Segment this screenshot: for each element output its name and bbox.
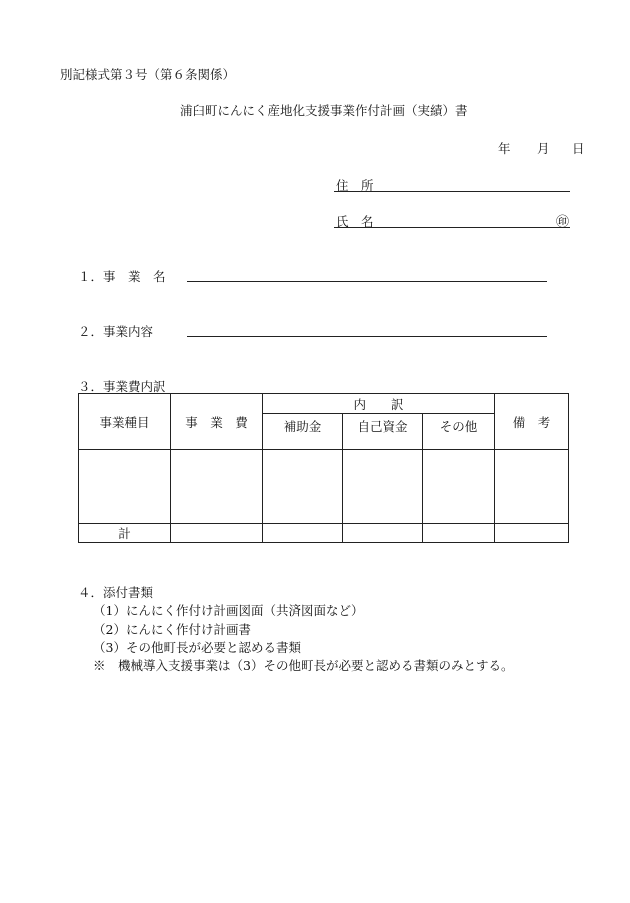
document-title: 浦臼町にんにく産地化支援事業作付計画（実績）書: [180, 103, 468, 118]
attachment-item: （2）にんにく作付け計画書: [93, 622, 251, 637]
cell-other: [423, 450, 495, 524]
attachment-item: （1）にんにく作付け計画図面（共済図面など）: [93, 603, 364, 618]
total-label: 計: [79, 524, 171, 543]
total-subsidy: [263, 524, 343, 543]
cell-type: [79, 450, 171, 524]
name-label: 氏 名: [336, 214, 374, 229]
address-label: 住 所: [336, 178, 374, 193]
cell-remarks: [495, 450, 569, 524]
cost-breakdown-table: [78, 393, 569, 543]
date-day: 日: [572, 141, 585, 156]
form-reference: 別記様式第３号（第６条関係）: [60, 67, 236, 82]
address-underline: [334, 191, 570, 192]
header-subsidy: 補助金: [263, 414, 343, 450]
section-1-label: １．事 業 名: [78, 269, 166, 284]
section-3-label: ３．事業費内訳: [78, 379, 166, 394]
name-underline: [334, 227, 570, 228]
total-own-funds: [343, 524, 423, 543]
project-content-underline: [187, 336, 547, 337]
header-other: その他: [423, 414, 495, 450]
header-project-type: 事業種目: [79, 394, 171, 450]
total-cost: [171, 524, 263, 543]
cell-own-funds: [343, 450, 423, 524]
cell-cost: [171, 450, 263, 524]
attachment-note: ※ 機械導入支援事業は（3）その他町長が必要と認める書類のみとする。: [93, 658, 514, 673]
total-other: [423, 524, 495, 543]
cell-subsidy: [263, 450, 343, 524]
date-year: 年: [498, 141, 511, 156]
attachment-item: （3）その他町長が必要と認める書類: [93, 640, 301, 655]
header-project-cost: 事 業 費: [171, 394, 263, 450]
header-remarks: 備 考: [495, 394, 569, 450]
table-body-row: [79, 450, 569, 524]
seal-mark: ㊞: [556, 215, 570, 230]
project-name-underline: [187, 281, 547, 282]
header-breakdown: 内 訳: [263, 394, 495, 414]
section-2-label: ２．事業内容: [78, 324, 154, 339]
table-total-row: [79, 524, 569, 543]
header-own-funds: 自己資金: [343, 414, 423, 450]
section-4-label: ４．添付書類: [78, 585, 154, 600]
total-remarks: [495, 524, 569, 543]
date-month: 月: [537, 141, 550, 156]
